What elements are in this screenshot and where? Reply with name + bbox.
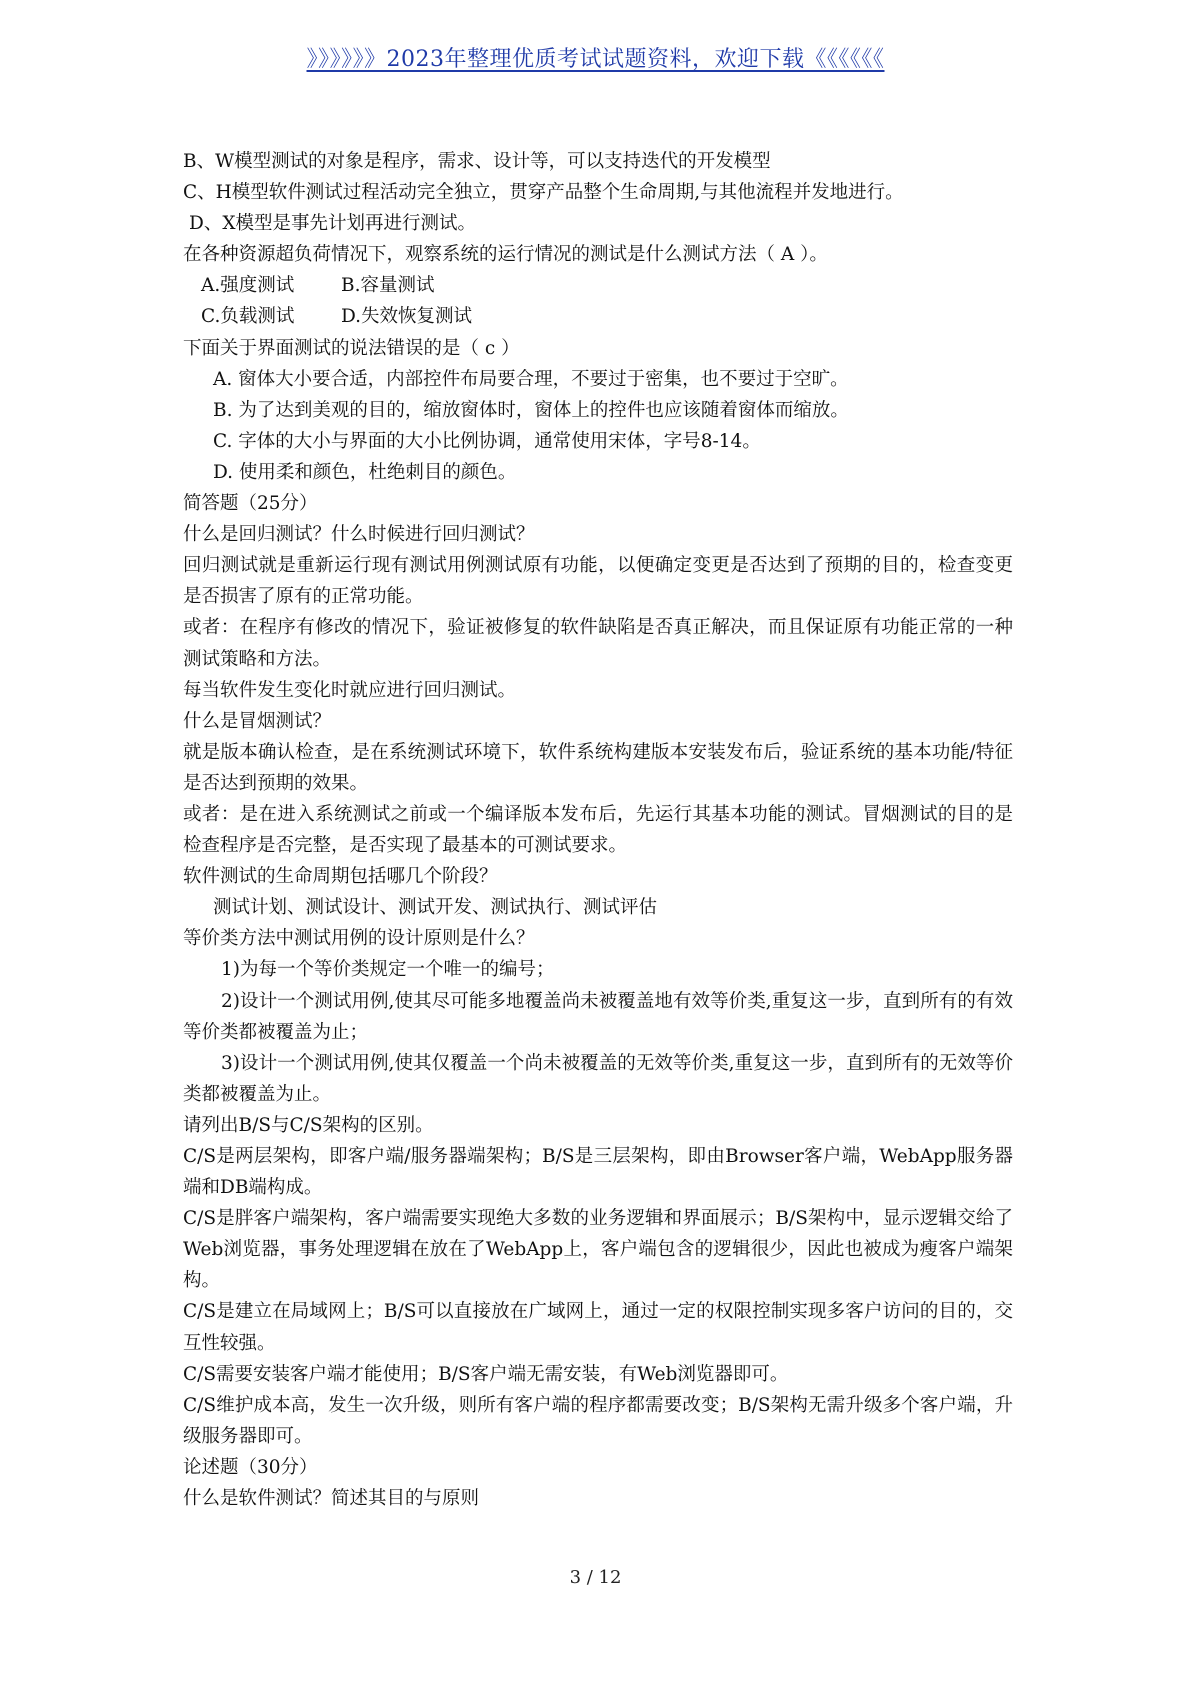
question-software-testing: 什么是软件测试？简述其目的与原则 <box>183 1488 480 1510</box>
answer-equivalence-2: 2)设计一个测试用例,使其尽可能多地覆盖尚未被覆盖地有效等价类,重复这一步，直到所有的有效等价类都被覆盖为止； <box>183 990 1013 1043</box>
answer-regression-2: 或者：在程序有修改的情况下，验证被修复的软件缺陷是否真正解决，而且保证原有功能正常的一种测试策略和方法。 <box>183 617 1013 670</box>
answer-lifecycle: 测试计划、测试设计、测试开发、测试执行、测试评估 <box>213 897 658 919</box>
page-content <box>183 146 1013 1514</box>
section-heading-short-answer: 简答题（25分） <box>183 493 318 515</box>
question-regression: 什么是回归测试？什么时候进行回归测试？ <box>183 524 535 546</box>
answer-smoke-1: 就是版本确认检查，是在系统测试环境下，软件系统构建版本安装发布后，验证系统的基本功能/特征是否达到预期的效果。 <box>183 741 1013 794</box>
choice-row-2 <box>183 301 1013 332</box>
choice-a: A.强度测试 <box>201 275 295 297</box>
answer-smoke-2: 或者：是在进入系统测试之前或一个编译版本发布后，先运行其基本功能的测试。冒烟测试的目的是检查程序是否完整，是否实现了最基本的可测试要求。 <box>183 803 1013 857</box>
ui-option-a: A. 窗体大小要合适，内部控件布局要合理，不要过于密集，也不要过于空旷。 <box>213 368 849 390</box>
option-line-c-h-model: C、H模型软件测试过程活动完全独立，贯穿产品整个生命周期,与其他流程并发地进行。 <box>183 182 904 204</box>
answer-bs-cs-2: C/S是胖客户端架构，客户端需要实现绝大多数的业务逻辑和界面展示；B/S架构中，显示逻辑交给了Web浏览器，事务处理逻辑在放在了WebApp上，客户端包含的逻辑很少，因此也被成为瘦客户端架构。 <box>183 1208 1013 1292</box>
header-banner[interactable]: 》》》》》》2023年整理优质考试试题资料，欢迎下载《《《《《《 <box>306 47 885 72</box>
question-ui-test: 下面关于界面测试的说法错误的是（ c ） <box>183 337 520 359</box>
option-line-d-x-model: D、X模型是事先计划再进行测试。 <box>189 213 477 235</box>
choice-c: C.负载测试 <box>201 306 295 328</box>
ui-option-b: B. 为了达到美观的目的，缩放窗体时，窗体上的控件也应该随着窗体而缩放。 <box>213 399 849 421</box>
answer-regression-1: 回归测试就是重新运行现有测试用例测试原有功能，以便确定变更是否达到了预期的目的，检查变更是否损害了原有的正常功能。 <box>183 555 1013 608</box>
page-number: 3 / 12 <box>569 1567 622 1588</box>
answer-bs-cs-1: C/S是两层架构，即客户端/服务器端架构；B/S是三层架构，即由Browser客户端，WebApp服务器端和DB端构成。 <box>183 1146 1013 1199</box>
answer-regression-3: 每当软件发生变化时就应进行回归测试。 <box>183 679 517 701</box>
question-equivalence: 等价类方法中测试用例的设计原则是什么？ <box>183 928 535 950</box>
answer-equivalence-3: 3)设计一个测试用例,使其仅覆盖一个尚未被覆盖的无效等价类,重复这一步，直到所有的无效等价类都被覆盖为止。 <box>183 1052 1013 1105</box>
section-heading-essay: 论述题（30分） <box>183 1456 318 1478</box>
choice-b: B.容量测试 <box>341 275 435 297</box>
answer-bs-cs-4: C/S需要安装客户端才能使用；B/S客户端无需安装，有Web浏览器即可。 <box>183 1363 789 1385</box>
answer-bs-cs-5: C/S维护成本高，发生一次升级，则所有客户端的程序都需要改变；B/S架构无需升级多个客户端，升级服务器即可。 <box>183 1394 1013 1447</box>
ui-option-d: D. 使用柔和颜色，杜绝刺目的颜色。 <box>213 461 517 483</box>
choice-d: D.失效恢复测试 <box>341 306 473 328</box>
answer-equivalence-1: 1)为每一个等价类规定一个唯一的编号； <box>221 959 555 981</box>
question-bs-cs: 请列出B/S与C/S架构的区别。 <box>183 1114 434 1136</box>
question-smoke: 什么是冒烟测试？ <box>183 710 332 732</box>
question-lifecycle: 软件测试的生命周期包括哪几个阶段？ <box>183 866 498 888</box>
question-stress-test: 在各种资源超负荷情况下，观察系统的运行情况的测试是什么测试方法（ A ）。 <box>183 244 828 266</box>
choice-row-1 <box>183 270 1013 301</box>
ui-option-c: C. 字体的大小与界面的大小比例协调，通常使用宋体，字号8-14。 <box>213 430 761 452</box>
option-line-b-w-model: B、W模型测试的对象是程序，需求、设计等，可以支持迭代的开发模型 <box>183 151 771 172</box>
answer-bs-cs-3: C/S是建立在局域网上；B/S可以直接放在广域网上，通过一定的权限控制实现多客户访问的目的，交互性较强。 <box>183 1301 1013 1354</box>
